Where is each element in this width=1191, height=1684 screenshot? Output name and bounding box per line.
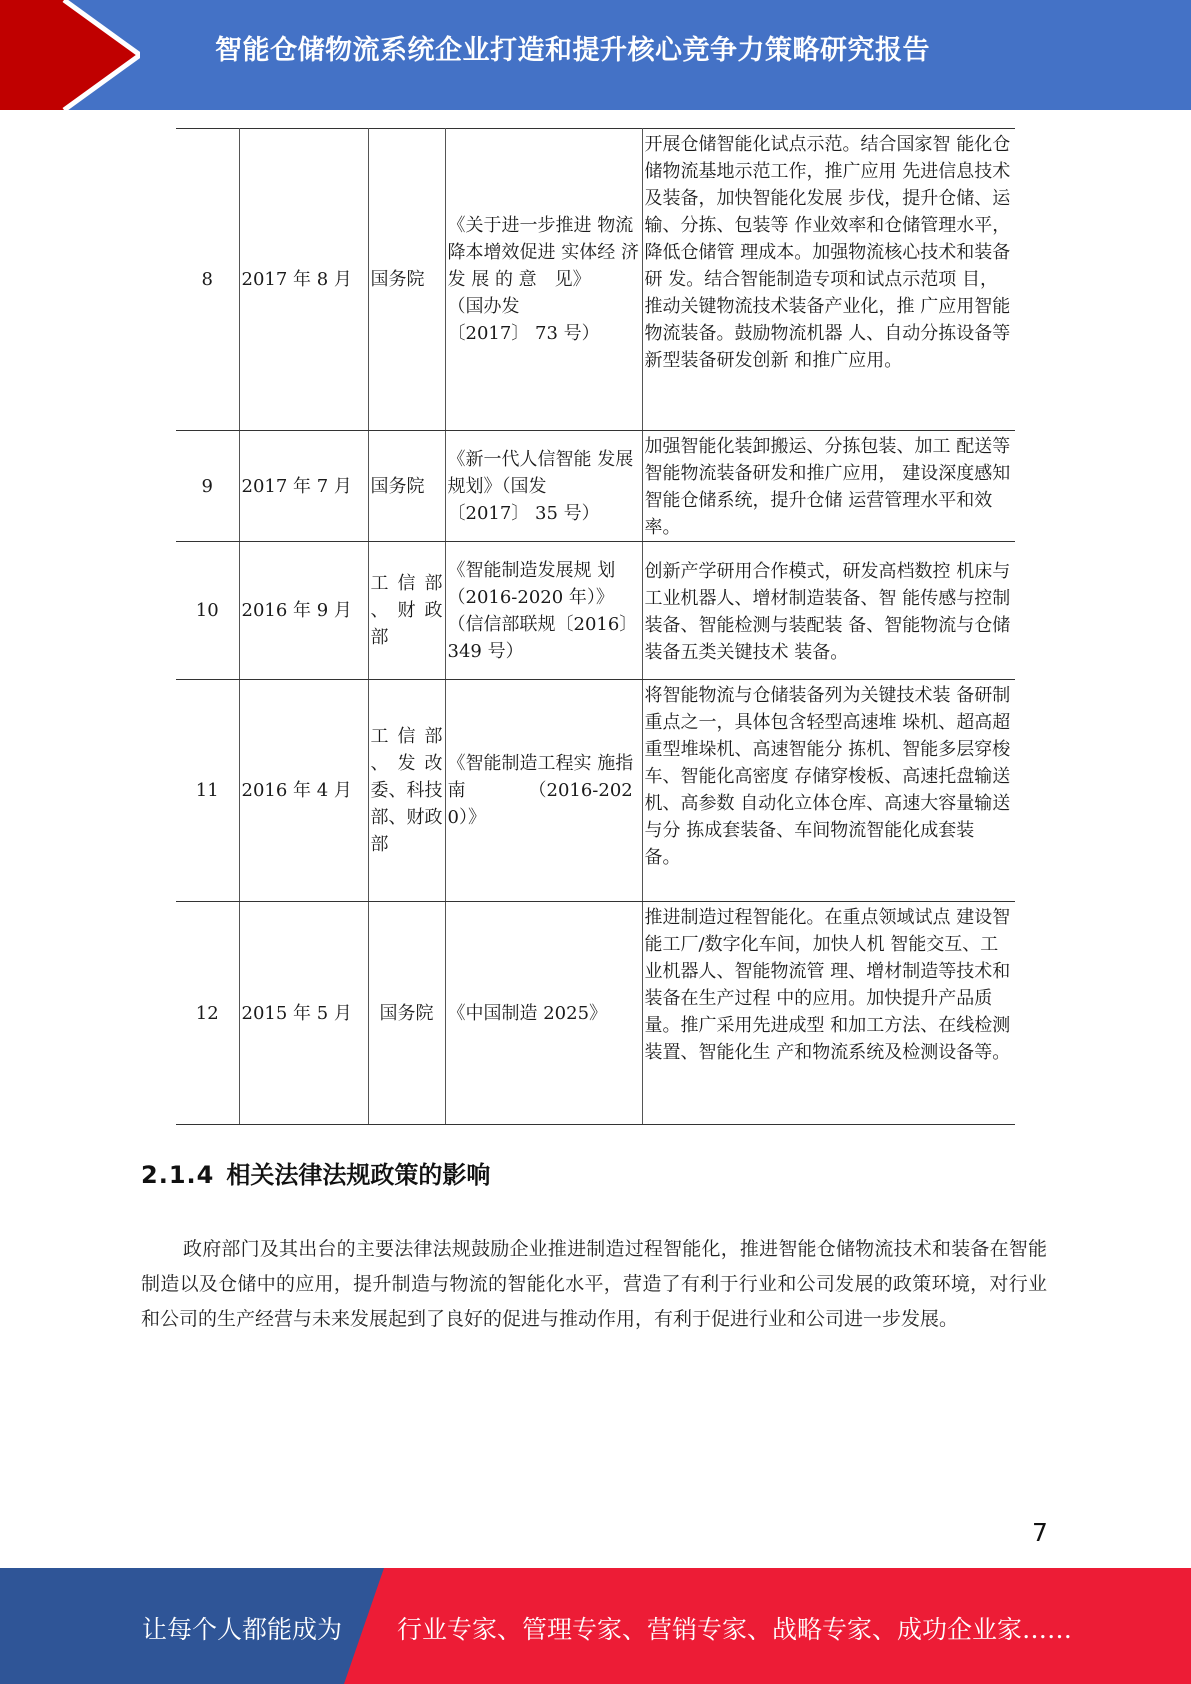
row-number: 8: [176, 129, 239, 431]
policy-description: 将智能物流与仓储装备列为关键技术装 备研制重点之一，具体包含轻型高速堆 垛机、超高超重型堆垛机、高速智能分 拣机、智能多层穿梭车、智能化高密度 存储穿梭板、高速托盘输送机、高参数 自动化立体仓库、高速大容量输送与分 拣成套装备、车间物流智能化成套装 备。: [642, 680, 1015, 902]
policy-document: 《智能制造工程实 施指南 （2016-2020）》: [445, 680, 642, 902]
section-number: 2.1.4: [141, 1161, 215, 1189]
issuing-department: 国务院: [368, 902, 445, 1125]
report-title: 智能仓储物流系统企业打造和提升核心竞争力策略研究报告: [215, 35, 930, 66]
issue-date: 2016 年 4 月: [239, 680, 368, 902]
page-header: [0, 0, 1191, 110]
policy-document: 《关于进一步推进 物流降本增效促进 实体经 济 发 展 的 意 见》 （国办发 〔2017〕 73 号）: [445, 129, 642, 431]
policy-document: 《智能制造发展规 划（2016-2020 年）》（信信部联规〔2016〕 349 号）: [445, 542, 642, 680]
page-footer: [0, 1568, 1191, 1684]
policy-description: 创新产学研用合作模式，研发高档数控 机床与工业机器人、增材制造装备、智 能传感与控制装备、智能检测与装配装 备、智能物流与仓储装备五类关键技术 装备。: [642, 542, 1015, 680]
section-heading: [141, 1155, 490, 1190]
policy-description: 加强智能化装卸搬运、分拣包装、加工 配送等智能物流装备研发和推广应用， 建设深度感知智能仓储系统，提升仓储 运营管理水平和效率。: [642, 431, 1015, 542]
policy-description: 推进制造过程智能化。在重点领域试点 建设智能工厂/数字化车间，加快人机 智能交互、工业机器人、智能物流管 理、增材制造等技术和装备在生产过程 中的应用。加快提升产品质量。推广采用先进成型 和加工方法、在线检测装置、智能化生 产和物流系统及检测设备等。: [642, 902, 1015, 1125]
section-title: 相关法律法规政策的影响: [226, 1161, 491, 1189]
issue-date: 2015 年 5 月: [239, 902, 368, 1125]
row-number: 12: [176, 902, 239, 1125]
table-row: [176, 431, 1015, 542]
footer-slogan-left: 让每个人都能成为: [142, 1615, 343, 1644]
issue-date: 2017 年 7 月: [239, 431, 368, 542]
issuing-department: 国务院: [368, 431, 445, 542]
issuing-department: 工 信 部 、 财 政部: [368, 542, 445, 680]
body-paragraph: 政府部门及其出台的主要法律法规鼓励企业推进制造过程智能化，推进智能仓储物流技术和装备在智能制造以及仓储中的应用，提升制造与物流的智能化水平，营造了有利于行业和公司发展的政策环境，对行业和公司的生产经营与未来发展起到了良好的促进与推动作用，有利于促进行业和公司进一步发展。: [141, 1238, 1047, 1330]
issue-date: 2017 年 8 月: [239, 129, 368, 431]
issuing-department: 工 信 部 、 发 改委、科技部、财政部: [368, 680, 445, 902]
table-row: [176, 902, 1015, 1125]
issue-date: 2016 年 9 月: [239, 542, 368, 680]
table-row: [176, 542, 1015, 680]
policy-document: 《新一代人信智能 发展规划》（国发 〔2017〕 35 号）: [445, 431, 642, 542]
footer-slogan-right: 行业专家、管理专家、营销专家、战略专家、成功企业家……: [397, 1615, 1073, 1644]
header-arrow-decoration: [0, 0, 140, 110]
policy-table: [176, 128, 1015, 1125]
row-number: 11: [176, 680, 239, 902]
policy-description: 开展仓储智能化试点示范。结合国家智 能化仓储物流基地示范工作，推广应用 先进信息技术及装备，加快智能化发展 步伐，提升仓储、运输、分拣、包装等 作业效率和仓储管理水平，降低仓储管 理成本。加强物流核心技术和装备研 发。结合智能制造专项和试点示范项 目，推动关键物流技术装备产业化，推 广应用智能物流装备。鼓励物流机器 人、自动分拣设备等新型装备研发创新 和推广应用。: [642, 129, 1015, 431]
page-number: 7: [1032, 1518, 1048, 1547]
policy-document: 《中国制造 2025》: [445, 902, 642, 1125]
row-number: 10: [176, 542, 239, 680]
table-row: [176, 129, 1015, 431]
table-row: [176, 680, 1015, 902]
row-number: 9: [176, 431, 239, 542]
issuing-department: 国务院: [368, 129, 445, 431]
